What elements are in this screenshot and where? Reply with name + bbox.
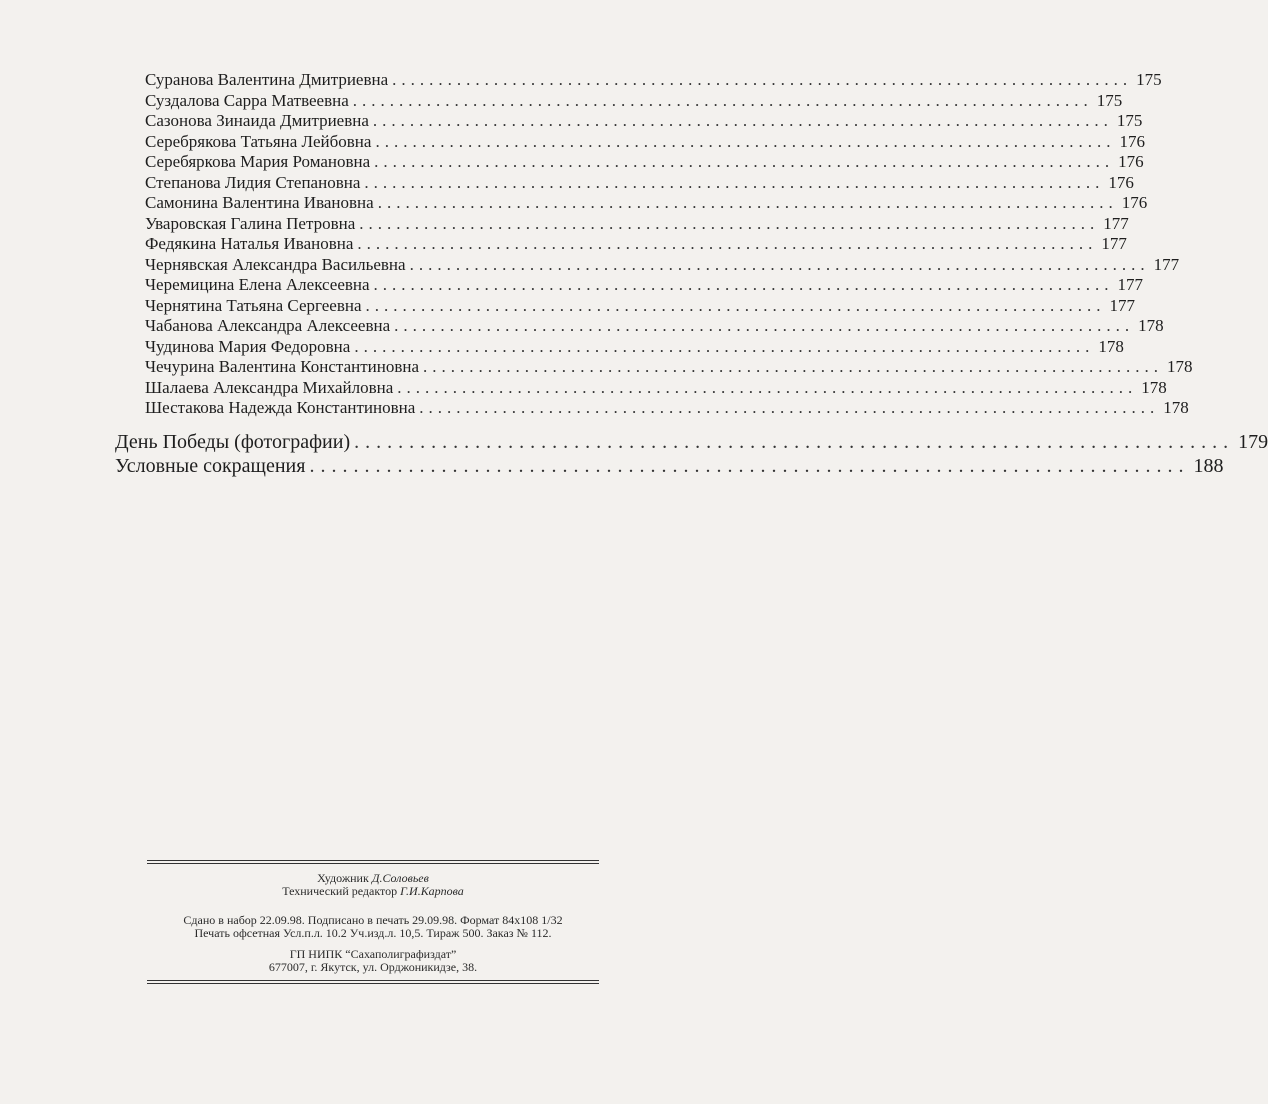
- toc-leader-dots: ................................................................................: [374, 152, 1115, 171]
- colophon: [147, 860, 599, 984]
- toc-entry-page: 175: [1136, 70, 1162, 89]
- toc-entry: [145, 172, 1134, 194]
- toc-entry-page: 175: [1116, 111, 1143, 130]
- toc-leader-dots: ................................................................................: [359, 213, 1100, 233]
- toc-entry-page: 177: [1109, 295, 1135, 315]
- toc-section-name: День Победы (фотографии): [115, 431, 351, 453]
- toc-entry-name: Сазонова Зинаида Дмитриевна: [145, 111, 369, 130]
- toc-leader-dots: ................................................................................: [373, 275, 1114, 294]
- toc-entry-name: Федякина Наталья Ивановна: [145, 234, 354, 253]
- publisher-address: 677007, г. Якутск, ул. Орджоникидзе, 38.: [268, 960, 478, 974]
- toc-entry-name: Чернявская Александра Васильевна: [145, 254, 406, 274]
- toc-entry: [145, 111, 1143, 132]
- toc-leader-dots: ................................................................................: [372, 111, 1113, 130]
- toc-entry-page: 178: [1141, 377, 1167, 397]
- print-info: [147, 914, 599, 940]
- toc-leader-dots: ................................................................................: [364, 172, 1105, 192]
- toc-entry: [145, 90, 1123, 112]
- toc-section-entry: [115, 454, 1224, 478]
- toc-entry-page: 177: [1103, 213, 1129, 233]
- artist-label: Художник: [317, 871, 369, 885]
- toc-section-page: 179: [1238, 431, 1268, 453]
- toc-entry-page: 178: [1167, 357, 1193, 376]
- toc-entry-page: 176: [1108, 172, 1134, 192]
- toc-entry-page: 178: [1163, 398, 1189, 417]
- toc-leader-dots: ................................................................................: [392, 70, 1133, 89]
- toc-entry-name: Суранова Валентина Дмитриевна: [145, 70, 389, 89]
- toc-entry: [145, 275, 1144, 296]
- toc-leader-dots: ................................................................................: [397, 377, 1138, 397]
- toc-leader-dots: ................................................................................: [409, 254, 1150, 274]
- toc-entry: [145, 377, 1167, 399]
- toc-entry: [145, 398, 1189, 419]
- toc-entry: [145, 336, 1124, 358]
- print-line-2: Печать офсетная Усл.п.л. 10.2 Уч.изд.л. 10,5. Тираж 500. Заказ № 112.: [194, 926, 552, 940]
- toc-leader-dots: ................................................................................: [352, 90, 1093, 110]
- toc-entry-name: Чабанова Александра Алексеевна: [145, 316, 391, 335]
- toc-entry: [145, 70, 1162, 91]
- toc-entry-page: 176: [1121, 193, 1148, 212]
- toc-leader-dots: ................................................................................: [423, 357, 1164, 376]
- publisher-name: ГП НИПК “Сахаполиграфиздат”: [289, 947, 457, 961]
- toc-entry-page: 178: [1098, 336, 1124, 356]
- toc-leader-dots: ................................................................................: [375, 131, 1116, 151]
- toc-entry-name: Серебрякова Татьяна Лейбовна: [145, 131, 372, 151]
- toc-entry-name: Шестакова Надежда Константиновна: [145, 398, 416, 417]
- toc-leader-dots: ................................................................................: [357, 234, 1098, 253]
- credits: [147, 872, 599, 898]
- toc-section-entry: [115, 430, 1268, 454]
- toc-entry: [145, 131, 1145, 153]
- toc-entry-name: Уваровская Галина Петровна: [145, 213, 356, 233]
- toc-entry-name: Серебяркова Мария Романовна: [145, 152, 371, 171]
- publisher: [147, 948, 599, 974]
- toc-entry-page: 176: [1118, 152, 1144, 171]
- toc-leader-dots: ................................................................................: [394, 316, 1135, 335]
- toc-entry-page: 178: [1138, 316, 1164, 335]
- toc-section-name: Условные сокращения: [115, 455, 306, 477]
- editor-label: Технический редактор: [282, 884, 398, 898]
- toc-entry: [145, 295, 1135, 317]
- toc-section-page: 188: [1193, 455, 1224, 477]
- toc-leader-dots: ................................................................................: [365, 295, 1106, 315]
- toc-leader-dots: ................................................................................: [419, 398, 1160, 417]
- toc-entry-name: Шалаева Александра Михайловна: [145, 377, 394, 397]
- toc-entry: [145, 316, 1164, 337]
- toc-entry: [145, 234, 1127, 255]
- toc-sections: [115, 430, 1268, 478]
- toc-entry-name: Степанова Лидия Степановна: [145, 172, 361, 192]
- toc-leader-dots: ................................................................................: [354, 336, 1095, 356]
- editor-line: [147, 885, 599, 898]
- toc-entry: [145, 254, 1180, 276]
- colophon-top-rule: [147, 860, 599, 864]
- toc-entry-name: Суздалова Сарра Матвеевна: [145, 90, 349, 110]
- toc-entry: [145, 213, 1129, 235]
- print-line-1: Сдано в набор 22.09.98. Подписано в печать 29.09.98. Формат 84x108 1/32: [183, 913, 563, 927]
- toc-entry-page: 176: [1119, 131, 1145, 151]
- toc-entry: [145, 193, 1148, 214]
- toc-entry: [145, 152, 1144, 173]
- toc-entry-name: Чудинова Мария Федоровна: [145, 336, 351, 356]
- toc-entry: [145, 357, 1193, 378]
- toc-entry-page: 177: [1101, 234, 1127, 253]
- toc-entry-name: Чернятина Татьяна Сергеевна: [145, 295, 362, 315]
- toc-leader-dots: ................................................................................: [354, 431, 1235, 453]
- editor-name: Г.И.Карпова: [400, 884, 464, 898]
- toc-entry-page: 177: [1153, 254, 1180, 274]
- toc-entry-page: 175: [1096, 90, 1123, 110]
- toc-entries: [145, 70, 1193, 419]
- toc-entry-name: Самонина Валентина Ивановна: [145, 193, 374, 212]
- toc-leader-dots: ................................................................................: [309, 455, 1190, 477]
- toc-leader-dots: ................................................................................: [377, 193, 1118, 212]
- toc-entry-name: Чечурина Валентина Константиновна: [145, 357, 420, 376]
- artist-name: Д.Соловьев: [371, 871, 429, 885]
- colophon-bottom-rule: [147, 980, 599, 984]
- toc-entry-page: 177: [1117, 275, 1144, 294]
- toc-entry-name: Черемицина Елена Алексеевна: [145, 275, 370, 294]
